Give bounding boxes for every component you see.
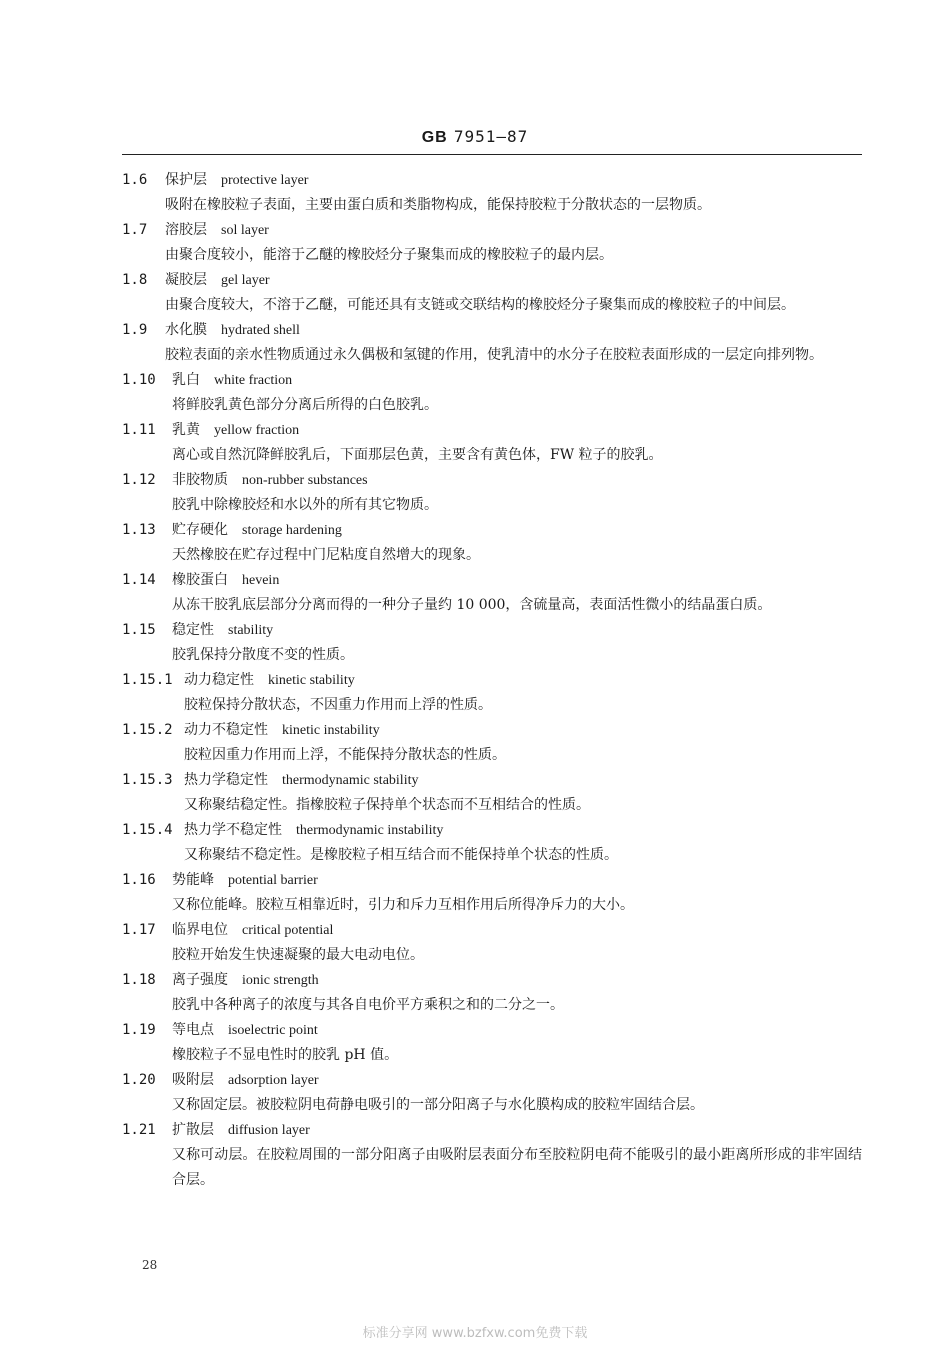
term-english: yellow fraction	[214, 423, 300, 438]
term-definition: 胶乳保持分散度不变的性质。	[172, 647, 354, 663]
term-chinese: 等电点	[172, 1022, 214, 1038]
page-number: 28	[142, 1258, 158, 1272]
term-number: 1.10	[122, 372, 156, 388]
term-definition: 又称聚结稳定性。指橡胶粒子保持单个状态而不互相结合的性质。	[184, 797, 590, 813]
term-names	[172, 368, 292, 393]
term-entry	[0, 868, 950, 918]
term-chinese: 非胶物质	[172, 472, 228, 488]
term-heading	[0, 1118, 950, 1143]
term-number: 1.12	[122, 472, 156, 488]
term-heading	[0, 268, 950, 293]
term-entry	[0, 1018, 950, 1068]
term-heading	[0, 468, 950, 493]
term-number: 1.6	[122, 172, 148, 188]
term-names	[165, 318, 300, 343]
term-heading	[0, 668, 950, 693]
term-entry	[0, 318, 950, 368]
term-english: white fraction	[214, 373, 293, 388]
term-chinese: 热力学稳定性	[184, 772, 268, 788]
term-english: sol layer	[221, 223, 269, 238]
term-heading	[0, 1018, 950, 1043]
term-entry	[0, 1118, 950, 1193]
term-names	[172, 868, 318, 893]
term-names	[172, 568, 279, 593]
standard-prefix: GB	[421, 129, 448, 146]
term-entry	[0, 268, 950, 318]
term-number: 1.18	[122, 972, 156, 988]
term-entry	[0, 918, 950, 968]
term-chinese: 临界电位	[172, 922, 228, 938]
term-names	[184, 718, 380, 743]
term-names	[184, 668, 355, 693]
term-definition: 吸附在橡胶粒子表面，主要由蛋白质和类脂物构成，能保持胶粒于分散状态的一层物质。	[165, 197, 711, 213]
term-heading	[0, 418, 950, 443]
term-names	[165, 268, 270, 293]
term-english: thermodynamic instability	[296, 823, 444, 838]
term-number: 1.9	[122, 322, 148, 338]
term-chinese: 凝胶层	[165, 272, 207, 288]
term-english: kinetic stability	[268, 673, 355, 688]
term-definition: 由聚合度较大，不溶于乙醚，可能还具有支链或交联结构的橡胶烃分子聚集而成的橡胶粒子的中间层。	[165, 297, 795, 313]
term-definition: 将鲜胶乳黄色部分分离后所得的白色胶乳。	[172, 397, 438, 413]
term-heading	[0, 968, 950, 993]
term-names	[172, 1018, 318, 1043]
term-definition: 又称位能峰。胶粒互相靠近时，引力和斥力互相作用后所得净斥力的大小。	[172, 897, 634, 913]
term-names	[184, 768, 418, 793]
term-chinese: 贮存硬化	[172, 522, 228, 538]
term-names	[172, 518, 342, 543]
term-number: 1.15.1	[122, 672, 173, 688]
term-definition: 胶粒因重力作用而上浮，不能保持分散状态的性质。	[184, 747, 506, 763]
term-english: storage hardening	[242, 523, 342, 538]
term-definition: 由聚合度较小，能溶于乙醚的橡胶烃分子聚集而成的橡胶粒子的最内层。	[165, 247, 613, 263]
term-chinese: 保护层	[165, 172, 207, 188]
term-number: 1.14	[122, 572, 156, 588]
term-heading	[0, 518, 950, 543]
term-number: 1.11	[122, 422, 156, 438]
term-definition: 胶粒开始发生快速凝聚的最大电动电位。	[172, 947, 424, 963]
term-english: non-rubber substances	[242, 473, 368, 488]
term-chinese: 溶胶层	[165, 222, 207, 238]
term-english: thermodynamic stability	[282, 773, 419, 788]
term-chinese: 乳白	[172, 372, 200, 388]
term-definition: 胶粒保持分散状态，不因重力作用而上浮的性质。	[184, 697, 492, 713]
term-chinese: 扩散层	[172, 1122, 214, 1138]
term-entry	[0, 618, 950, 668]
term-chinese: 热力学不稳定性	[184, 822, 282, 838]
term-heading	[0, 1068, 950, 1093]
term-names	[172, 468, 368, 493]
term-names	[172, 618, 273, 643]
term-english: critical potential	[242, 923, 334, 938]
term-english: adsorption layer	[228, 1073, 319, 1088]
term-entry	[0, 218, 950, 268]
term-entry	[0, 468, 950, 518]
term-english: diffusion layer	[228, 1123, 310, 1138]
term-english: hevein	[242, 573, 280, 588]
watermark: 标准分享网 www.bzfxw.com免费下载	[362, 1326, 588, 1341]
term-definition: 从冻干胶乳底层部分分离而得的一种分子量约 10 000，含硫量高，表面活性微小的结晶蛋白质。	[172, 597, 772, 613]
term-heading	[0, 718, 950, 743]
term-number: 1.8	[122, 272, 148, 288]
term-number: 1.16	[122, 872, 156, 888]
term-entry	[0, 168, 950, 218]
term-entry	[0, 818, 950, 868]
term-number: 1.15.4	[122, 822, 173, 838]
term-number: 1.21	[122, 1122, 156, 1138]
term-number: 1.13	[122, 522, 156, 538]
term-heading	[0, 368, 950, 393]
term-names	[172, 1118, 310, 1143]
term-english: isoelectric point	[228, 1023, 318, 1038]
term-heading	[0, 868, 950, 893]
term-number: 1.20	[122, 1072, 156, 1088]
term-heading	[0, 818, 950, 843]
term-names	[172, 918, 333, 943]
term-entry	[0, 668, 950, 718]
term-number: 1.7	[122, 222, 148, 238]
term-entry	[0, 418, 950, 468]
term-entry	[0, 568, 950, 618]
term-english: potential barrier	[228, 873, 318, 888]
term-english: gel layer	[221, 273, 270, 288]
term-chinese: 稳定性	[172, 622, 214, 638]
term-english: hydrated shell	[221, 323, 300, 338]
term-entry	[0, 718, 950, 768]
term-chinese: 动力稳定性	[184, 672, 254, 688]
term-entry	[0, 968, 950, 1018]
term-definition: 胶乳中除橡胶烃和水以外的所有其它物质。	[172, 497, 438, 513]
term-number: 1.19	[122, 1022, 156, 1038]
page-header	[0, 127, 950, 147]
term-entry	[0, 768, 950, 818]
term-list	[0, 168, 950, 1193]
term-heading	[0, 618, 950, 643]
term-definition: 离心或自然沉降鲜胶乳后，下面那层色黄，主要含有黄色体，FW 粒子的胶乳。	[172, 447, 663, 463]
term-english: kinetic instability	[282, 723, 380, 738]
term-english: stability	[228, 623, 274, 638]
term-number: 1.15.2	[122, 722, 173, 738]
term-names	[165, 168, 308, 193]
term-chinese: 离子强度	[172, 972, 228, 988]
term-names	[172, 418, 299, 443]
term-entry	[0, 1068, 950, 1118]
term-heading	[0, 168, 950, 193]
term-number: 1.17	[122, 922, 156, 938]
term-definition: 又称可动层。在胶粒周围的一部分阳离子由吸附层表面分布至胶粒阴电荷不能吸引的最小距离所形成的非牢固结合层。	[172, 1147, 862, 1188]
term-chinese: 乳黄	[172, 422, 200, 438]
term-heading	[0, 318, 950, 343]
term-heading	[0, 768, 950, 793]
term-chinese: 势能峰	[172, 872, 214, 888]
term-definition: 天然橡胶在贮存过程中门尼粘度自然增大的现象。	[172, 547, 480, 563]
term-names	[172, 968, 319, 993]
term-chinese: 吸附层	[172, 1072, 214, 1088]
term-entry	[0, 368, 950, 418]
term-names	[172, 1068, 319, 1093]
term-number: 1.15	[122, 622, 156, 638]
standard-number: 7951—87	[453, 127, 529, 146]
term-entry	[0, 518, 950, 568]
term-definition: 胶粒表面的亲水性物质通过永久偶极和氢键的作用，使乳清中的水分子在胶粒表面形成的一层定向排列物。	[165, 347, 823, 363]
term-names	[184, 818, 443, 843]
term-number: 1.15.3	[122, 772, 173, 788]
term-heading	[0, 918, 950, 943]
term-definition: 橡胶粒子不显电性时的胶乳 pH 值。	[172, 1047, 399, 1063]
term-english: ionic strength	[242, 973, 319, 988]
term-definition: 又称固定层。被胶粒阴电荷静电吸引的一部分阳离子与水化膜构成的胶粒牢固结合层。	[172, 1097, 704, 1113]
term-chinese: 水化膜	[165, 322, 207, 338]
term-english: protective layer	[221, 173, 309, 188]
term-heading	[0, 218, 950, 243]
term-definition: 胶乳中各种离子的浓度与其各自电价平方乘积之和的二分之一。	[172, 997, 564, 1013]
term-chinese: 动力不稳定性	[184, 722, 268, 738]
term-names	[165, 218, 269, 243]
header-rule	[122, 154, 862, 155]
term-heading	[0, 568, 950, 593]
term-chinese: 橡胶蛋白	[172, 572, 228, 588]
term-definition: 又称聚结不稳定性。是橡胶粒子相互结合而不能保持单个状态的性质。	[184, 847, 618, 863]
